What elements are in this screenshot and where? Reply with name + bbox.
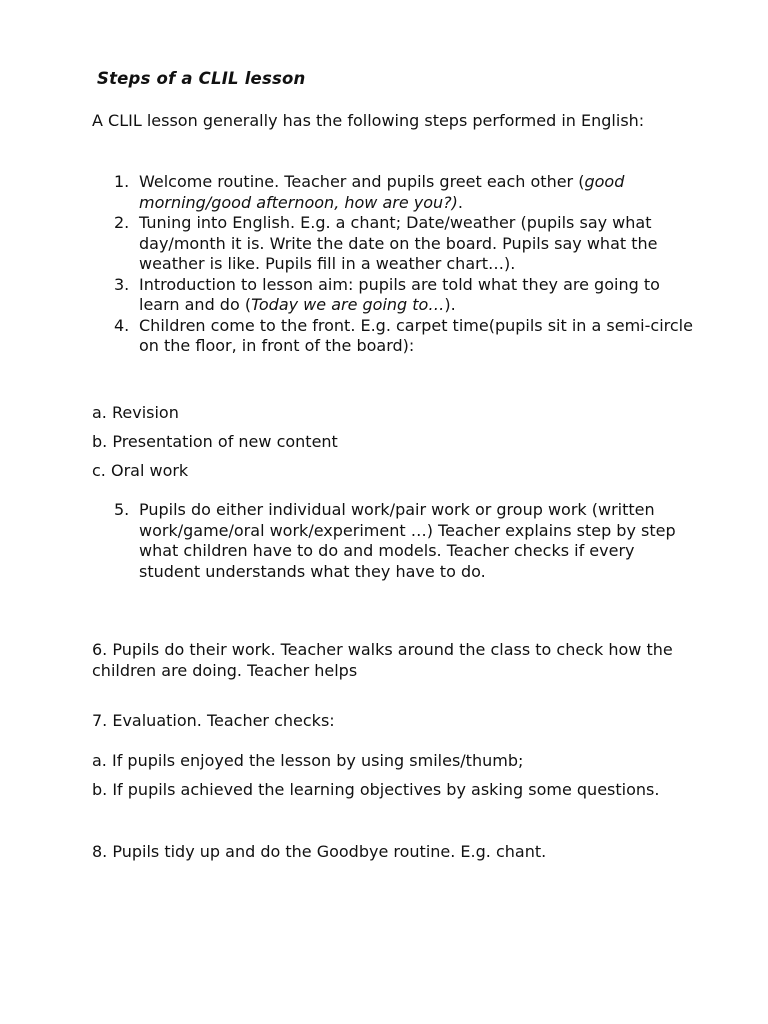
step-text: Children come to the front. E.g. carpet time(pupils sit in a semi-circle on the floor, in front of the board): — [139, 315, 693, 355]
step-italic-text: Today we are going to… — [251, 295, 445, 314]
step-text-after: ). — [444, 295, 456, 314]
sub-step-revision: a. Revision — [92, 403, 179, 422]
evaluation-item-b: b. If pupils achieved the learning objectives by asking some questions. — [92, 780, 660, 799]
step-text-after: . — [457, 192, 464, 212]
step-number: 4. — [114, 315, 130, 335]
step-5-list — [114, 500, 694, 582]
step-text: Tuning into English. E.g. a chant; Date/weather (pupils say what day/month it is. Write the date on the board. Pupils say what the weather is like. Pupils fill in a weather chart…). — [139, 213, 658, 273]
step-text: Pupils do either individual work/pair work or group work (written work/game/oral work/experiment …) Teacher explains step by step what children have to do and models. Teacher checks if every student understands what they have to do. — [139, 500, 676, 581]
step-item-2 — [114, 213, 694, 275]
step-7-paragraph: 7. Evaluation. Teacher checks: — [92, 711, 335, 730]
step-8-paragraph: 8. Pupils tidy up and do the Goodbye routine. E.g. chant. — [92, 842, 547, 861]
step-text: Introduction to lesson aim: pupils are told what they are going to learn and do ( — [139, 274, 660, 314]
step-item-4 — [114, 316, 694, 357]
step-number: 2. — [114, 213, 130, 232]
steps-list — [114, 172, 694, 357]
evaluation-item-a: a. If pupils enjoyed the lesson by using smiles/thumb; — [92, 751, 524, 770]
step-text: Welcome routine. Teacher and pupils greet each other ( — [139, 172, 585, 191]
step-number: 3. — [114, 274, 130, 294]
intro-paragraph: A CLIL lesson generally has the following steps performed in English: — [92, 111, 645, 130]
step-item-3 — [114, 275, 694, 316]
step-6-paragraph: 6. Pupils do their work. Teacher walks around the class to check how the children are doing. Teacher helps — [92, 640, 673, 680]
step-number: 1. — [114, 172, 130, 191]
step-italic-text: good morning/good afternoon, how are you?) — [139, 172, 625, 212]
step-item-1 — [114, 172, 694, 213]
document-title: Steps of a CLIL lesson — [97, 69, 306, 88]
step-item-5 — [114, 500, 694, 582]
sub-step-oral-work: c. Oral work — [92, 461, 189, 480]
sub-step-presentation: b. Presentation of new content — [92, 432, 338, 451]
step-number: 5. — [114, 500, 130, 519]
